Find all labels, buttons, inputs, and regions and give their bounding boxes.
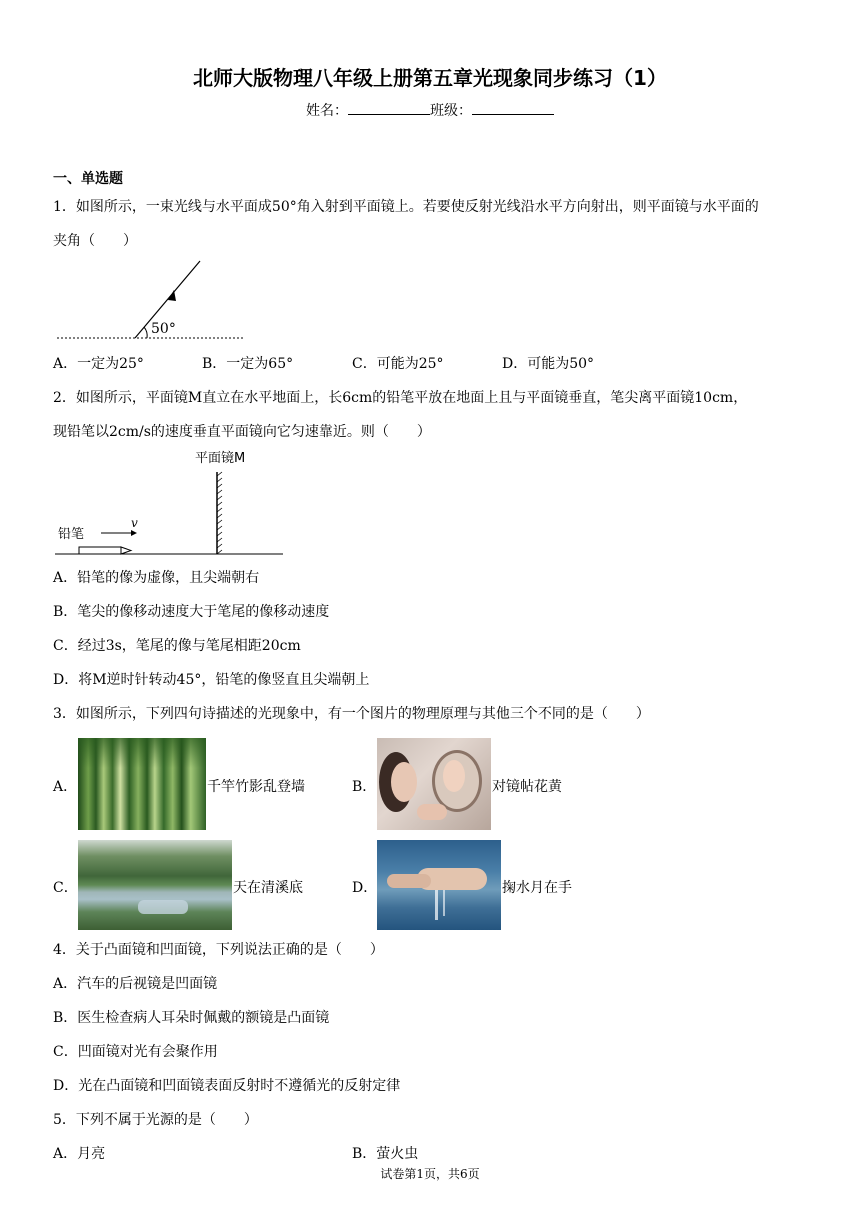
- name-blank[interactable]: [348, 102, 430, 115]
- q3-stem: 3．如图所示，下列四句诗描述的光现象中，有一个图片的物理原理与其他三个不同的是（ ）: [53, 706, 650, 722]
- q2-mirror-label: 平面镜M: [195, 451, 246, 466]
- q1-stem-line2: 夹角（ ）: [53, 233, 137, 249]
- q3-option-c-letter[interactable]: C．: [53, 880, 78, 896]
- q2-stem-line2: 现铅笔以2cm/s的速度垂直平面镜向它匀速靠近。则（ ）: [53, 424, 431, 440]
- q2-option-b[interactable]: B．笔尖的像移动速度大于笔尾的像移动速度: [53, 604, 330, 620]
- q3-option-a-caption: 千竿竹影乱登墙: [207, 779, 305, 795]
- q2-pencil-body: [79, 547, 121, 554]
- q1-stem-line1: 1．如图所示，一束光线与水平面成50°角入射到平面镜上。若要使反射光线沿水平方向射出，则平面镜与水平面的: [53, 199, 759, 215]
- q3-image-mirror: [377, 738, 491, 830]
- q2-stem-line1: 2．如图所示，平面镜M直立在水平地面上，长6cm的铅笔平放在地面上且与平面镜垂直，笔尖离平面镜10cm，: [53, 390, 748, 406]
- q3-option-d-caption: 掬水月在手: [502, 880, 572, 896]
- q4-option-c[interactable]: C．凹面镜对光有会聚作用: [53, 1044, 218, 1060]
- q3-option-b-caption: 对镜帖花黄: [492, 779, 562, 795]
- q3-option-c-caption: 天在清溪底: [233, 880, 303, 896]
- section-heading: 一、单选题: [53, 171, 123, 187]
- name-class-line: [0, 100, 860, 120]
- q1-figure: [55, 258, 255, 342]
- page-footer: 试卷第1页，共6页: [380, 1167, 480, 1181]
- q1-option-d[interactable]: D．可能为50°: [502, 356, 595, 372]
- q1-option-c[interactable]: C．可能为25°: [352, 356, 444, 372]
- q2-figure: [55, 446, 287, 558]
- q1-angle-label: 50°: [151, 321, 176, 337]
- q3-option-a-letter[interactable]: A．: [53, 779, 78, 795]
- q2-option-c[interactable]: C．经过3s，笔尾的像与笔尾相距20cm: [53, 638, 301, 654]
- q4-option-a[interactable]: A．汽车的后视镜是凹面镜: [53, 976, 218, 992]
- q1-angle-arc: [144, 327, 147, 338]
- q1-option-b[interactable]: B．一定为65°: [202, 356, 294, 372]
- q2-option-a[interactable]: A．铅笔的像为虚像，且尖端朝右: [53, 570, 260, 586]
- q5-option-a[interactable]: A．月亮: [53, 1146, 106, 1162]
- q2-pencil-label: 铅笔: [58, 527, 85, 542]
- q2-pencil-tip: [121, 547, 131, 554]
- q2-velocity-arrowhead-icon: [131, 530, 137, 536]
- q3-image-bamboo: [78, 738, 206, 830]
- page-title: 北师大版物理八年级上册第五章光现象同步练习（1）: [193, 66, 667, 90]
- q3-option-d-letter[interactable]: D．: [352, 880, 378, 896]
- q5-stem: 5．下列不属于光源的是（ ）: [53, 1112, 258, 1128]
- q3-image-hands-water: [377, 840, 501, 930]
- q3-image-creek: [78, 840, 232, 930]
- class-blank[interactable]: [472, 102, 554, 115]
- q5-option-b[interactable]: B．萤火虫: [352, 1146, 419, 1162]
- q2-velocity-label: v: [131, 516, 138, 530]
- q2-option-d[interactable]: D．将M逆时针转动45°，铅笔的像竖直且尖端朝上: [53, 672, 370, 688]
- q1-option-a[interactable]: A．一定为25°: [53, 356, 144, 372]
- q4-stem: 4．关于凸面镜和凹面镜，下列说法正确的是（ ）: [53, 942, 384, 958]
- q3-option-b-letter[interactable]: B．: [352, 779, 377, 795]
- class-label: 班级：: [430, 103, 472, 119]
- q4-option-d[interactable]: D．光在凸面镜和凹面镜表面反射时不遵循光的反射定律: [53, 1078, 401, 1094]
- q4-option-b[interactable]: B．医生检查病人耳朵时佩戴的额镜是凸面镜: [53, 1010, 330, 1026]
- name-label: 姓名：: [306, 103, 348, 119]
